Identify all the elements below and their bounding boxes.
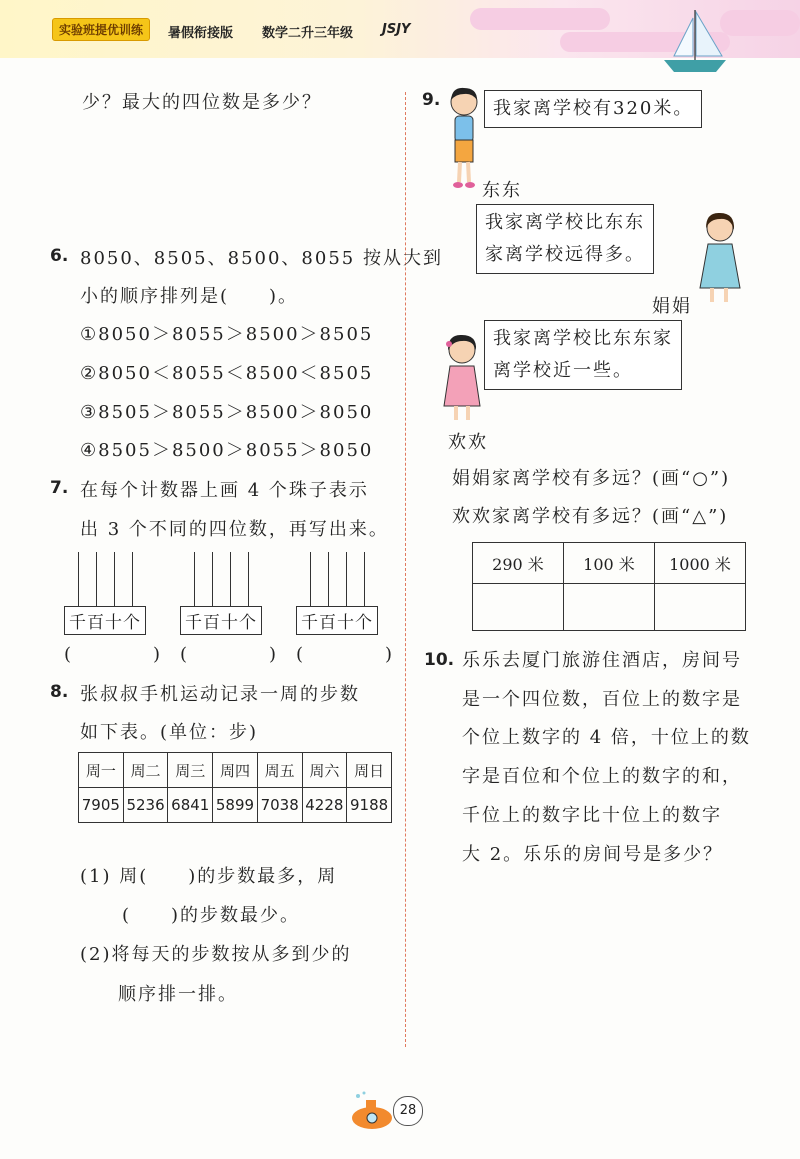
- series-badge: 实验班提优训练: [52, 18, 150, 41]
- day-cell: 周三: [168, 753, 213, 788]
- page-number: 28: [393, 1096, 423, 1126]
- day-cell: 周四: [213, 753, 258, 788]
- speech-bubble-juanjuan: [476, 204, 654, 274]
- bubble-juanjuan-line2: 家离学校远得多。: [485, 244, 645, 265]
- distance-option: 290 米: [473, 543, 564, 584]
- day-cell: 周一: [79, 753, 124, 788]
- publisher-code: JSJY: [382, 22, 411, 37]
- bubble-juanjuan-line1: 我家离学校比东东: [485, 212, 645, 233]
- name-juanjuan: 娟娟: [652, 296, 692, 317]
- girl-huanhuan-icon: [440, 330, 486, 426]
- steps-cell: 5236: [123, 788, 168, 823]
- abacus-rod: [310, 552, 311, 606]
- mark-cell[interactable]: [655, 584, 746, 631]
- q8-text-line1: 张叔叔手机运动记录一周的步数: [80, 684, 360, 705]
- q10-line4: 字是百位和个位上的数字的和，: [462, 766, 742, 787]
- q10-line6: 大 2。乐乐的房间号是多少？: [462, 844, 724, 865]
- steps-cell: 7905: [79, 788, 124, 823]
- q8-sub2-line2: 顺序排一排。: [118, 984, 238, 1005]
- q8-sub1-line2: ( )的步数最少。: [122, 905, 301, 926]
- abacus-1[interactable]: [64, 552, 148, 642]
- mark-cell[interactable]: [473, 584, 564, 631]
- abacus-3[interactable]: [296, 552, 380, 642]
- q6-number: 6.: [50, 246, 69, 266]
- steps-table: [78, 752, 392, 823]
- q6-option-1[interactable]: ①8050＞8055＞8500＞8505: [80, 324, 374, 345]
- abacus-rod: [132, 552, 133, 606]
- abacus-rod: [328, 552, 329, 606]
- q6-text-line1: 8050、8505、8500、8055 按从大到: [80, 248, 443, 269]
- girl-juanjuan-icon: [694, 208, 746, 308]
- edition-label: 暑假衔接版: [168, 26, 234, 41]
- distance-option: 100 米: [564, 543, 655, 584]
- header-cloud: [720, 10, 800, 36]
- q10-line5: 千位上的数字比十位上的数字: [462, 805, 722, 826]
- distance-answer-row: [473, 584, 746, 631]
- q9-ask-huanhuan: 欢欢家离学校有多远？(画“△”): [452, 506, 729, 527]
- distance-option: 1000 米: [655, 543, 746, 584]
- steps-cell: 9188: [347, 788, 392, 823]
- header-cloud: [470, 8, 610, 30]
- q10-line2: 是一个四位数，百位上的数字是: [462, 689, 742, 710]
- name-huanhuan: 欢欢: [448, 432, 488, 453]
- sailboat-icon: [660, 8, 730, 76]
- abacus-1-answer[interactable]: ( ): [64, 644, 163, 665]
- abacus-label: 千百十个: [64, 606, 146, 635]
- distance-options-table: [472, 542, 746, 631]
- abacus-rod: [346, 552, 347, 606]
- q6-option-2[interactable]: ②8050＜8055＜8500＜8505: [80, 363, 374, 384]
- abacus-2-answer[interactable]: ( ): [180, 644, 279, 665]
- q7-text-line2: 出 3 个不同的四位数，再写出来。: [80, 519, 389, 540]
- q8-sub1-line1: (1) 周( )的步数最多，周: [80, 866, 338, 887]
- speech-bubble-dongdong: 我家离学校有320米。: [484, 90, 702, 128]
- q10-number: 10.: [424, 650, 455, 670]
- day-cell: 周五: [257, 753, 302, 788]
- submarine-icon: [348, 1090, 398, 1134]
- name-dongdong: 东东: [482, 180, 522, 201]
- abacus-rod: [248, 552, 249, 606]
- day-cell: 周六: [302, 753, 347, 788]
- q8-sub2-line1: (2)将每天的步数按从多到少的: [80, 944, 352, 965]
- q9-number: 9.: [422, 90, 441, 110]
- steps-cell: 7038: [257, 788, 302, 823]
- steps-table-value-row: [79, 788, 392, 823]
- q5-continuation: 少？最大的四位数是多少？: [82, 92, 322, 113]
- q7-text-line1: 在每个计数器上画 4 个珠子表示: [80, 480, 369, 501]
- bubble-huanhuan-line2: 离学校近一些。: [493, 360, 633, 381]
- abacus-rod: [96, 552, 97, 606]
- abacus-label: 千百十个: [296, 606, 378, 635]
- q6-option-4[interactable]: ④8505＞8500＞8055＞8050: [80, 440, 374, 461]
- abacus-rod: [194, 552, 195, 606]
- steps-cell: 5899: [213, 788, 258, 823]
- subject-label: 数学二升三年级: [262, 26, 354, 41]
- q6-text-line2: 小的顺序排列是( )。: [80, 286, 299, 307]
- abacus-rod: [114, 552, 115, 606]
- day-cell: 周日: [347, 753, 392, 788]
- q7-number: 7.: [50, 478, 69, 498]
- distance-options-row: [473, 543, 746, 584]
- steps-cell: 6841: [168, 788, 213, 823]
- abacus-2[interactable]: [180, 552, 264, 642]
- bubble-huanhuan-line1: 我家离学校比东东家: [493, 328, 673, 349]
- column-divider: [405, 92, 406, 1047]
- abacus-rod: [212, 552, 213, 606]
- q10-line3: 个位上数字的 4 倍，十位上的数: [462, 727, 751, 748]
- q10-line1: 乐乐去厦门旅游住酒店，房间号: [462, 650, 742, 671]
- abacus-rod: [78, 552, 79, 606]
- abacus-rod: [230, 552, 231, 606]
- steps-cell: 4228: [302, 788, 347, 823]
- abacus-rod: [364, 552, 365, 606]
- boy-dongdong-icon: [444, 84, 484, 192]
- abacus-3-answer[interactable]: ( ): [296, 644, 395, 665]
- q9-ask-juanjuan: 娟娟家离学校有多远？(画“○”): [452, 468, 731, 489]
- q8-number: 8.: [50, 682, 69, 702]
- mark-cell[interactable]: [564, 584, 655, 631]
- steps-table-header-row: [79, 753, 392, 788]
- q8-text-line2: 如下表。(单位：步): [80, 722, 259, 743]
- abacus-label: 千百十个: [180, 606, 262, 635]
- q6-option-3[interactable]: ③8505＞8055＞8500＞8050: [80, 402, 374, 423]
- day-cell: 周二: [123, 753, 168, 788]
- speech-bubble-huanhuan: [484, 320, 682, 390]
